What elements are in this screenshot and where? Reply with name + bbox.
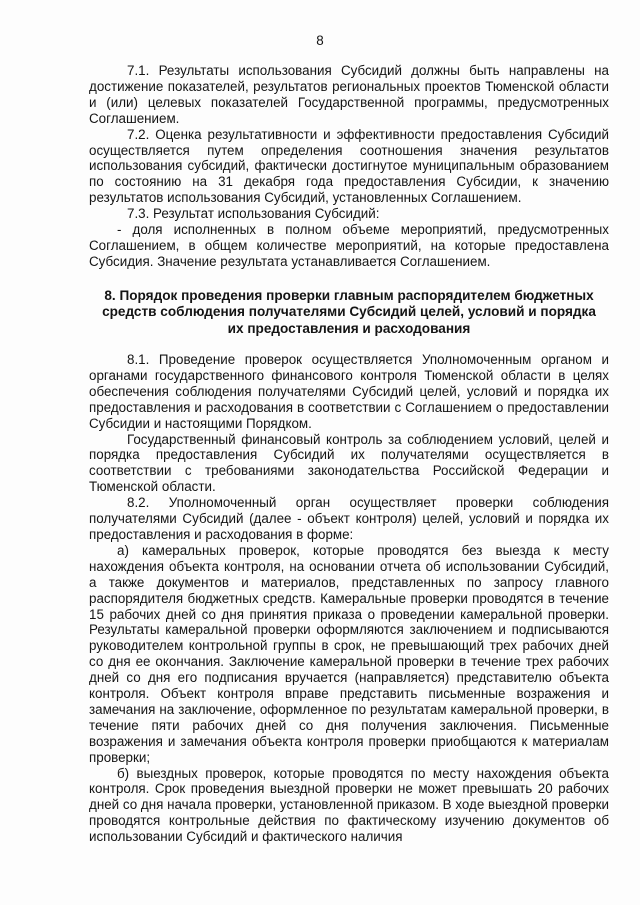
heading-line-1: 8. Порядок проведения проверки главным распорядителем бюджетных <box>104 287 594 303</box>
paragraph-7-2: 7.2. Оценка результативности и эффективности предоставления Субсидий осуществляется путем определения соотношения значения результатов использования субсидий, фактически достигнутое муниципальным образованием по состоянию на 31 декабря года предоставления Субсидии, к значению результатов использования Субсидий, установленных Соглашением. <box>89 126 609 206</box>
paragraph-8-1: 8.1. Проведение проверок осуществляется Уполномоченным органом и органами государственного финансового контроля Тюменской области в целях обеспечения соблюдения получателями Субсидий целей, условий и порядка их предоставления и расходования в соответствии с Соглашением о предоставлении Субсидии и настоящими Порядком. <box>89 352 609 431</box>
paragraph-state-control: Государственный финансовый контроль за соблюдением условий, целей и порядка предоставления Субсидий их получателями осуществляется в соответствии с требованиями законодательства Российской Федерации и Тюменской области. <box>89 431 609 495</box>
document-body <box>89 63 609 845</box>
item-b-field-audits: б) выездных проверок, которые проводятся по месту нахождения объекта контроля. Срок проведения выездной проверки не может превышать 20 рабочих дней со дня начала проверки, установленной приказом. В ходе выездной проверки проводятся контрольные действия по фактическому изучению документов об использовании Субсидий и фактического наличия <box>89 765 609 845</box>
item-a-desk-audits: а) камеральных проверок, которые проводятся без выезда к месту нахождения объекта контроля, на основании отчета об использовании Субсидий, а также документов и материалов, представленных по запросу главного распорядителя бюджетных средств. Камеральные проверки проводятся в течение 15 рабочих дней со дня принятия приказа о проведении камеральной проверки. Результаты камеральной проверки оформляются заключением и подписываются руководителем контрольной группы в срок, не превышающий трех рабочих дней со дня ее окончания. Заключение камеральной проверки в течение трех рабочих дней со дня его подписания вручается (направляется) представителю объекта контроля. Объект контроля вправе представить письменные возражения и замечания на заключение, оформленное по результатам камеральной проверки, в течение пяти рабочих дней со дня получения заключения. Письменные возражения и замечания объекта контроля проверки приобщаются к материалам проверки; <box>89 542 609 765</box>
paragraph-8-2: 8.2. Уполномоченный орган осуществляет проверки соблюдения получателями Субсидий (далее - объект контроля) целей, условий и порядка их предоставления и расходования в форме: <box>89 495 609 542</box>
result-indicator-item: - доля исполненных в полном объеме мероприятий, предусмотренных Соглашением, в общем количестве мероприятий, на которые предоставлена Субсидия. Значение результата устанавливается Соглашением. <box>89 222 609 269</box>
heading-line-3: их предоставления и расходования <box>227 320 471 336</box>
paragraph-7-3: 7.3. Результат использования Субсидий: <box>127 206 380 222</box>
paragraph-7-1: 7.1. Результаты использования Субсидий должны быть направлены на достижение показателей, результатов региональных проектов Тюменской области и (или) целевых показателей Государственной программы, предусмотренных Соглашением. <box>89 63 609 126</box>
section-8-heading <box>89 288 609 337</box>
page-number: 8 <box>316 33 324 48</box>
heading-line-2: средств соблюдения получателями Субсидий целей, условий и порядка <box>102 304 596 320</box>
